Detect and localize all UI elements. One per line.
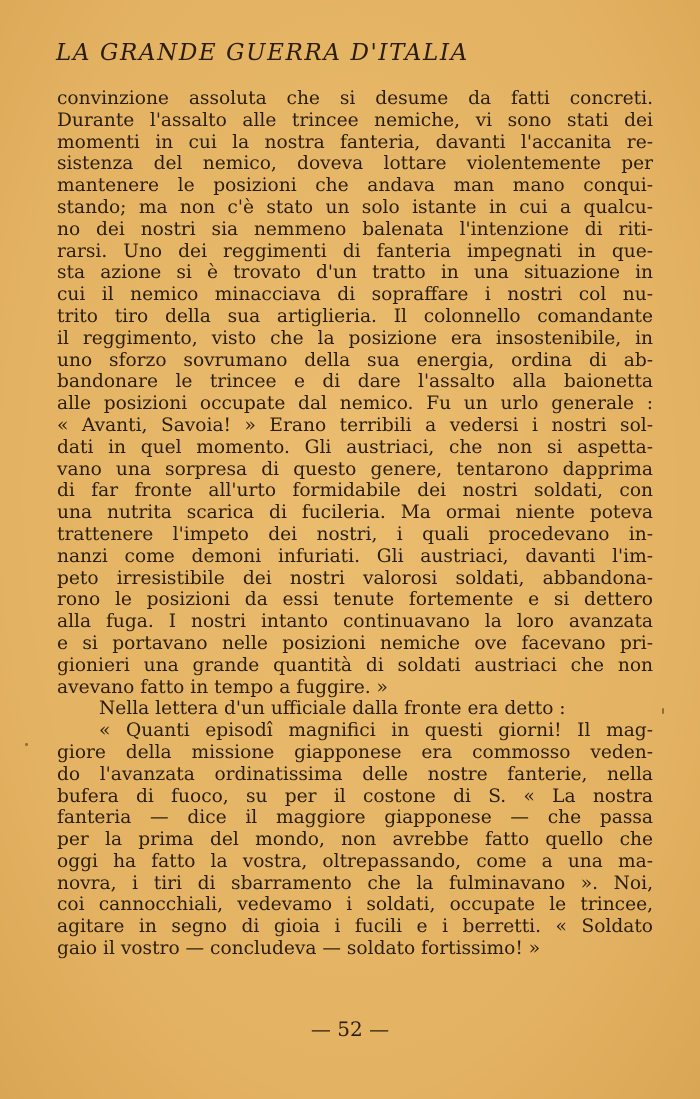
text-line: mantenere le posizioni che andava man mano conqui-: [57, 175, 653, 197]
text-line: per la prima del mondo, non avrebbe fatto quello che: [57, 829, 653, 851]
text-line: e si portavano nelle posizioni nemiche ove facevano pri-: [57, 632, 653, 654]
text-line: do l'avanzata ordinatissima delle nostre fanterie, nella: [57, 763, 653, 785]
body-text: [57, 88, 653, 960]
text-line: sistenza del nemico, doveva lottare violentemente per: [57, 153, 653, 175]
text-line: trattenere l'impeto dei nostri, i quali procedevano in-: [57, 523, 653, 545]
text-line: dati in quel momento. Gli austriaci, che non si aspetta-: [57, 436, 653, 458]
text-line: rono le posizioni da essi tenute fortemente e si dettero: [57, 589, 653, 611]
speck-mark: [662, 708, 664, 714]
text-line: giore della missione giapponese era commosso veden-: [57, 741, 653, 763]
text-line: coi cannocchiali, vedevamo i soldati, occupate le trincee,: [57, 894, 653, 916]
text-line: no dei nostri sia nemmeno balenata l'intenzione di riti-: [57, 218, 653, 240]
text-line: gaio il vostro — concludeva — soldato fortissimo! »: [57, 938, 541, 960]
text-line: cui il nemico minacciava di sopraffare i nostri col nu-: [57, 284, 653, 306]
text-line: avevano fatto in tempo a fuggire. »: [57, 676, 388, 698]
text-line: nanzi come demoni infuriati. Gli austriaci, davanti l'im-: [57, 545, 653, 567]
text-line: peto irresistibile dei nostri valorosi soldati, abbandona-: [57, 567, 653, 589]
text-line: il reggimento, visto che la posizione era insostenibile, in: [57, 327, 653, 349]
text-line: bufera di fuoco, su per il costone di S. « La nostra: [57, 785, 653, 807]
text-line: Durante l'assalto alle trincee nemiche, vi sono stati dei: [57, 109, 653, 131]
text-line: trito tiro della sua artiglieria. Il colonnello comandante: [57, 305, 653, 327]
text-line: alle posizioni occupate dal nemico. Fu un urlo generale :: [57, 393, 653, 415]
page-number: — 52 —: [310, 1017, 390, 1041]
text-line: uno sforzo sovrumano della sua energia, ordina di ab-: [57, 349, 653, 371]
text-line: sta azione si è trovato d'un tratto in una situazione in: [57, 262, 653, 284]
text-line: di far fronte all'urto formidabile dei nostri soldati, con: [57, 480, 653, 502]
text-line: Nella lettera d'un ufficiale dalla fronte era detto :: [99, 698, 566, 720]
text-line: convinzione assoluta che si desume da fatti concreti.: [57, 88, 653, 109]
text-line: stando; ma non c'è stato un solo istante in cui a qualcu-: [57, 196, 653, 218]
text-line: fanteria — dice il maggiore giapponese — che passa: [57, 807, 653, 829]
text-line: novra, i tiri di sbarramento che la fulminavano ». Noi,: [57, 872, 653, 894]
text-line: gionieri una grande quantità di soldati austriaci che non: [57, 654, 653, 676]
speck-mark: [25, 743, 28, 746]
text-line: « Avanti, Savoia! » Erano terribili a vedersi i nostri sol-: [57, 414, 653, 436]
text-line: alla fuga. I nostri intanto continuavano la loro avanzata: [57, 611, 653, 633]
text-line: una nutrita scarica di fucileria. Ma ormai niente poteva: [57, 502, 653, 524]
text-line: rarsi. Uno dei reggimenti di fanteria impegnati in que-: [57, 240, 653, 262]
text-line: momenti in cui la nostra fanteria, davanti l'accanita re-: [57, 131, 653, 153]
text-line: agitare in segno di gioia i fucili e i berretti. « Soldato: [57, 916, 653, 938]
text-line: « Quanti episodî magnifici in questi giorni! Il mag-: [99, 720, 653, 742]
text-line: oggi ha fatto la vostra, oltrepassando, come a una ma-: [57, 850, 653, 872]
text-line: vano una sorpresa di questo genere, tentarono dapprima: [57, 458, 653, 480]
text-line: bandonare le trincee e di dare l'assalto alla baionetta: [57, 371, 653, 393]
running-head: LA GRANDE GUERRA D'ITALIA: [56, 40, 469, 66]
